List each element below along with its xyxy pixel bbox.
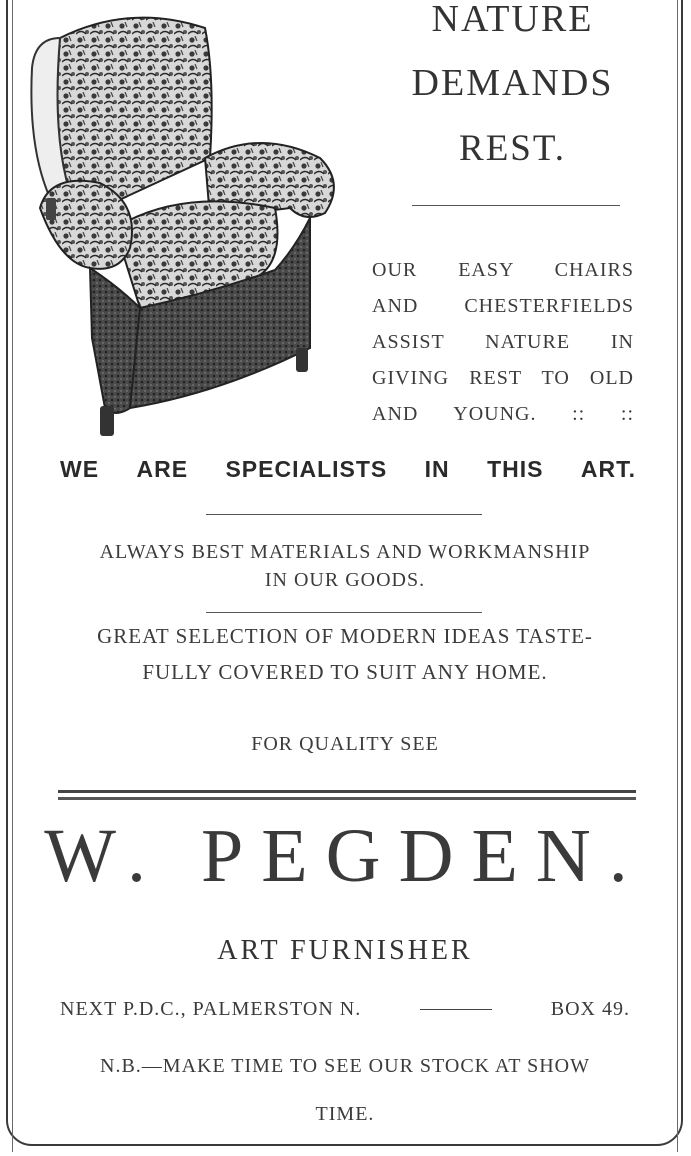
business-title: ART FURNISHER	[217, 935, 473, 966]
specialists-divider	[206, 514, 482, 515]
selection-line: FULLY COVERED TO SUIT ANY HOME.	[142, 660, 548, 684]
selection-statement	[40, 618, 650, 690]
specialists-word: ART.	[580, 456, 636, 482]
armchair-illustration	[20, 8, 350, 448]
easy-chairs-line: ASSIST NATURE IN	[372, 331, 634, 353]
materials-statement	[40, 538, 650, 594]
materials-line: ALWAYS BEST MATERIALS AND WORKMANSHIP	[99, 541, 591, 563]
headline-demands: DEMANDS	[411, 62, 614, 104]
materials-divider	[206, 612, 482, 613]
quality-line: FOR QUALITY SEE	[251, 733, 439, 755]
specialists-word: WE	[60, 456, 100, 482]
business-name: W. PEGDEN.	[44, 814, 646, 898]
headline-rest: REST.	[459, 128, 566, 169]
specialists-tagline	[60, 456, 636, 483]
easy-chairs-line: AND YOUNG. :: ::	[372, 403, 634, 425]
nb-line: TIME.	[315, 1103, 375, 1125]
materials-line: IN OUR GOODS.	[264, 569, 426, 591]
address-dash	[420, 1009, 492, 1010]
specialists-word: SPECIALISTS	[225, 456, 388, 482]
specialists-word: ARE	[136, 456, 189, 482]
headline-nature: NATURE	[431, 0, 594, 40]
business-address-row	[60, 998, 630, 1021]
business-box: BOX 49.	[550, 998, 630, 1020]
easy-chairs-line: AND CHESTERFIELDS	[372, 295, 634, 317]
specialists-word: THIS	[487, 456, 544, 482]
easy-chairs-line: GIVING REST TO OLD	[372, 367, 634, 389]
business-divider	[58, 790, 636, 800]
headline-divider	[412, 205, 620, 206]
selection-line: GREAT SELECTION OF MODERN IDEAS TASTE-	[97, 624, 593, 648]
specialists-word: IN	[424, 456, 450, 482]
easy-chairs-paragraph	[372, 252, 634, 432]
business-address: NEXT P.D.C., PALMERSTON N.	[60, 998, 362, 1020]
notice-bene	[50, 1042, 640, 1138]
easy-chairs-line: OUR EASY CHAIRS	[372, 259, 634, 281]
nb-line: N.B.—MAKE TIME TO SEE OUR STOCK AT SHOW	[100, 1055, 590, 1077]
